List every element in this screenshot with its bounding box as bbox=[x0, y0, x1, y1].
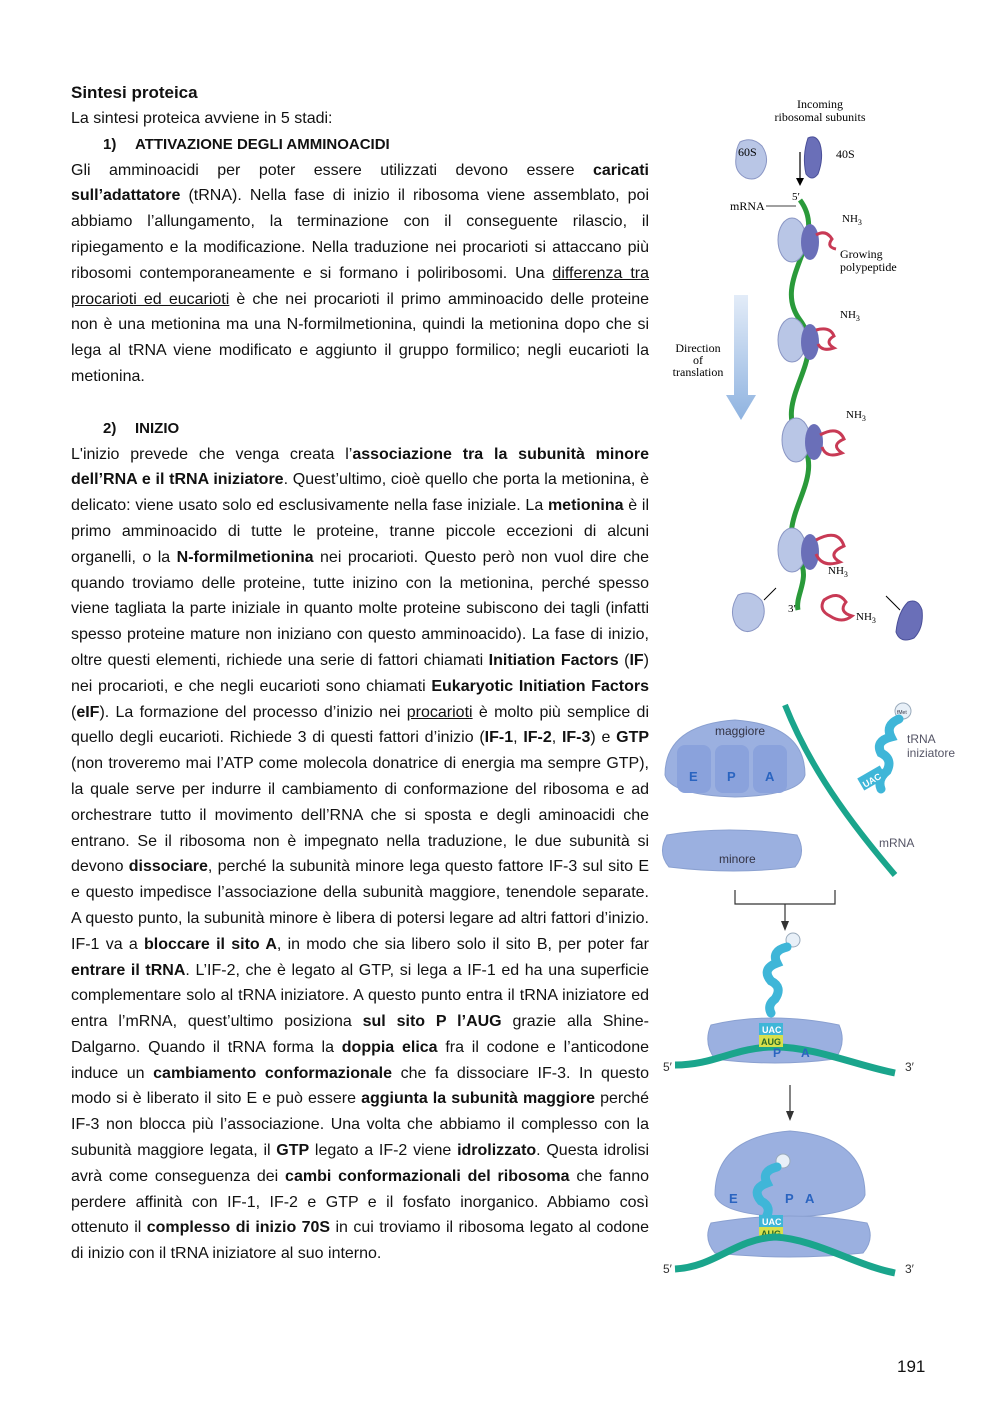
polypeptide-label: polypeptide bbox=[840, 260, 897, 274]
bold-run: sul sito P l’AUG bbox=[362, 1013, 502, 1031]
nh3-label-5: $NH_3$ bbox=[856, 611, 876, 625]
mrna-label: mRNA bbox=[730, 199, 765, 213]
ribosome-2 bbox=[778, 318, 834, 362]
section-2-paragraph bbox=[71, 442, 649, 1268]
section-1-number: 1) bbox=[103, 135, 117, 153]
five-prime-2: 5′ bbox=[663, 1060, 672, 1074]
bold-run: cambiamento conformazionale bbox=[153, 1064, 393, 1082]
svg-text:fMet: fMet bbox=[897, 710, 907, 716]
site-p-label-3: P bbox=[785, 1191, 794, 1206]
text-run: grazie alla Shine-Dalgarno. Quando il tRNA forma la bbox=[71, 1013, 649, 1056]
bold-run: eIF bbox=[76, 703, 100, 721]
five-prime-3: 5′ bbox=[663, 1262, 672, 1276]
page-title: Sintesi proteica bbox=[71, 83, 198, 102]
text-run: ( bbox=[71, 703, 77, 721]
subunit-40s bbox=[804, 137, 821, 178]
bold-run: IF-3 bbox=[561, 729, 591, 747]
text-run: ) e bbox=[590, 729, 617, 747]
bold-run: Eukaryotic Initiation Factors bbox=[431, 677, 649, 695]
text-run: ) nei procarioti, e che negli eucarioti sono chiamati bbox=[71, 651, 649, 695]
site-p-label: P bbox=[727, 769, 736, 784]
text-run: Gli amminoacidi per poter essere utilizzati devono essere bbox=[71, 161, 593, 179]
text-run: L'inizio prevede che venga creata l’ bbox=[71, 445, 353, 463]
bold-run: GTP bbox=[276, 1142, 310, 1160]
three-prime-3: 3′ bbox=[905, 1262, 914, 1276]
page-number: 191 bbox=[897, 1357, 926, 1376]
text-run: in cui troviamo il ribosoma legato al codone di inizio con il tRNA iniziatore al suo interno. bbox=[71, 1219, 649, 1263]
nh3-label-3: $NH_3$ bbox=[846, 409, 866, 423]
text-run: nei procarioti. Questo però non vuol dire che quando troviamo delle proteine, tutte inizino con la metionina, perché spesso viene tagliata la parte iniziale in quanto molte proteine subiscono dei tagli (infatti spesso proteine mature non iniziano con questo amminoacido). La fase di inizio, oltre questi elementi, richiede una serie di fattori chiamati bbox=[71, 548, 649, 669]
document-body bbox=[71, 80, 649, 1267]
text-run: è molto più semplice di quello degli eucarioti. Richiede 3 di questi fattori d’inizio ( bbox=[71, 703, 650, 747]
site-a-label-2: A bbox=[801, 1046, 810, 1060]
bold-run: doppia elica bbox=[341, 1038, 438, 1056]
section-2-number: 2) bbox=[103, 419, 117, 437]
bold-run: bloccare il sito A bbox=[144, 935, 277, 953]
section-1-paragraph bbox=[71, 158, 649, 390]
text-run: è il primo amminoacido di tutte le proteine, tranne piccole eccezioni di alcuni organelli, o la bbox=[71, 497, 649, 566]
nh3-label-4: $NH_3$ bbox=[828, 565, 848, 579]
bold-run: Initiation Factors bbox=[488, 651, 619, 669]
merge-bracket bbox=[735, 890, 835, 924]
direction-label-2: of bbox=[693, 353, 703, 367]
bold-run: metionina bbox=[547, 497, 624, 515]
section-1-heading bbox=[71, 132, 649, 158]
bold-run: caricati sull’adattatore bbox=[71, 161, 649, 205]
section-2-heading bbox=[71, 416, 649, 442]
growing-label: Growing bbox=[840, 247, 883, 261]
bold-run: GTP bbox=[616, 729, 650, 747]
released-polypeptide bbox=[822, 595, 852, 620]
bold-run: aggiunta la subunità maggiore bbox=[361, 1090, 595, 1108]
bold-run: dissociare bbox=[128, 858, 208, 876]
svg-text:AUG: AUG bbox=[761, 1037, 781, 1047]
text-run: . Questa idrolisi avrà come conseguenza dei bbox=[71, 1142, 650, 1185]
text-run: , in modo che sia libero solo il sito B, per poter far bbox=[276, 935, 650, 953]
bold-run: associazione tra la subunità minore dell’RNA e il tRNA iniziatore bbox=[71, 445, 649, 489]
label-trna: tRNA bbox=[907, 732, 936, 746]
bold-run: IF-2 bbox=[523, 729, 552, 747]
label-40s: 40S bbox=[836, 147, 855, 161]
site-e-label: E bbox=[689, 769, 698, 784]
text-run: perché IF-3 non blocca più l’associazione. Una volta che abbiamo il complesso con la subunità maggiore legata, il bbox=[71, 1090, 650, 1160]
ribosome-3 bbox=[782, 418, 844, 462]
text-run: fra il codone e l’anticodone induce un bbox=[71, 1038, 649, 1082]
site-e-label-3: E bbox=[729, 1191, 738, 1206]
text-run: è che nei procarioti il primo amminoacido delle proteine non è una metionina ma una N-formilmetionina, quindi la metionina dopo che si lega al tRNA viene modificato e aggiunto il gruppo formilico; negli eucarioti la metionina. bbox=[71, 290, 649, 385]
text-run: che fanno perdere affinità con IF-1, IF-2 e GTP e il fosfato inorganico. Abbiamo così ottenuto il bbox=[71, 1167, 650, 1237]
direction-arrow bbox=[726, 295, 756, 420]
incoming-label: Incoming bbox=[797, 97, 843, 111]
bold-run: N-formilmetionina bbox=[176, 548, 314, 566]
svg-text:AUG: AUG bbox=[761, 1229, 781, 1239]
text-run: , bbox=[513, 729, 524, 747]
svg-text:UAC: UAC bbox=[762, 1025, 782, 1035]
text-run: (non troveremo mai l’ATP come molecola donatrice di energia ma sempre GTP), la quale serve per indurre il cambiamento di conformazione del ribosoma e ad orchestrare tutto il movimento dell’RNA che si sposta e degli aminoacidi che entrano. Se il ribosoma non è impegnato nella traduzione, le due subunità si devono bbox=[71, 755, 649, 876]
released-subunit-small bbox=[896, 601, 922, 640]
text-run: . L’IF-2, che è legato al GTP, si lega a IF-1 ed ha una superficie complementare solo al tRNA iniziatore. A questo punto entra il tRNA iniziatore ed entra l’mRNA, quest’ultimo posiziona bbox=[71, 961, 649, 1031]
nh3-label-2: $NH_3$ bbox=[840, 309, 860, 323]
text-run: (tRNA). Nella fase di inizio il ribosoma viene assemblato, poi abbiamo l’allungamento, la terminazione con il conseguente rilascio, il ripiegamento e la modificazione. Nella traduzione nei procarioti si attaccano più ribosomi contemporaneamente e si formano i poliribosomi. Una bbox=[71, 187, 649, 282]
direction-label-1: Direction bbox=[675, 341, 721, 355]
text-run: . Quest’ultimo, cioè quello che porta la metionina, è delicato: viene usato solo ed esclusivamente nella fase iniziale. La bbox=[71, 471, 649, 515]
label-iniziatore: iniziatore bbox=[907, 746, 955, 760]
intro-line: La sintesi proteica avviene in 5 stadi: bbox=[71, 110, 333, 127]
svg-text:UAC: UAC bbox=[860, 771, 883, 790]
nh3-label-1: $NH_3$ bbox=[842, 213, 862, 227]
label-mrna: mRNA bbox=[879, 836, 915, 850]
text-run: ). La formazione del processo d’inizio nei bbox=[99, 703, 407, 721]
five-prime: 5′ bbox=[792, 191, 800, 203]
underlined-run: procarioti bbox=[406, 703, 473, 721]
bold-run: cambi conformazionali del ribosoma bbox=[285, 1167, 570, 1185]
bold-run: IF-1 bbox=[484, 729, 514, 747]
trna-bound bbox=[767, 947, 787, 1013]
text-run: , bbox=[551, 729, 562, 747]
label-maggiore: maggiore bbox=[715, 724, 766, 738]
underlined-run: differenza tra procarioti ed eucarioti bbox=[71, 264, 649, 308]
label-minore: minore bbox=[719, 852, 756, 866]
bold-run: idrolizzato bbox=[457, 1142, 537, 1160]
svg-text:UAC: UAC bbox=[762, 1217, 782, 1227]
text-run: ( bbox=[618, 651, 630, 669]
site-a-label-3: A bbox=[805, 1191, 815, 1206]
section-1-title: ATTIVAZIONE DEGLI AMMINOACIDI bbox=[135, 135, 390, 153]
label-60s: 60S bbox=[738, 145, 757, 159]
three-prime-2: 3′ bbox=[905, 1060, 914, 1074]
site-p-label-2: P bbox=[773, 1046, 782, 1060]
initiation-figure bbox=[655, 695, 955, 1295]
site-a-label: A bbox=[765, 769, 775, 784]
section-2-title: INIZIO bbox=[135, 419, 180, 437]
direction-label-3: translation bbox=[672, 365, 724, 379]
three-prime: 3′ bbox=[788, 603, 796, 615]
polyribosome-figure bbox=[660, 90, 940, 660]
bold-run: complesso di inizio 70S bbox=[146, 1219, 331, 1237]
bold-run: IF bbox=[629, 651, 644, 669]
incoming-label-2: ribosomal subunits bbox=[774, 110, 866, 124]
text-run: che fa dissociare IF-3. In questo modo si è liberato il sito E e può essere bbox=[71, 1064, 650, 1108]
text-run: , perché la subunità minore lega questo fattore IF-3 sul sito E e questo impedisce l’associazione della subunità maggiore, tenendole separate. A questo punto, la subunità minore è libera di potersi legare ad altri fattori d’inizio. IF-1 va a bbox=[71, 858, 650, 953]
released-subunit-large bbox=[732, 593, 764, 632]
bold-run: entrare il tRNA bbox=[71, 961, 186, 979]
text-run: legato a IF-2 viene bbox=[309, 1142, 458, 1160]
